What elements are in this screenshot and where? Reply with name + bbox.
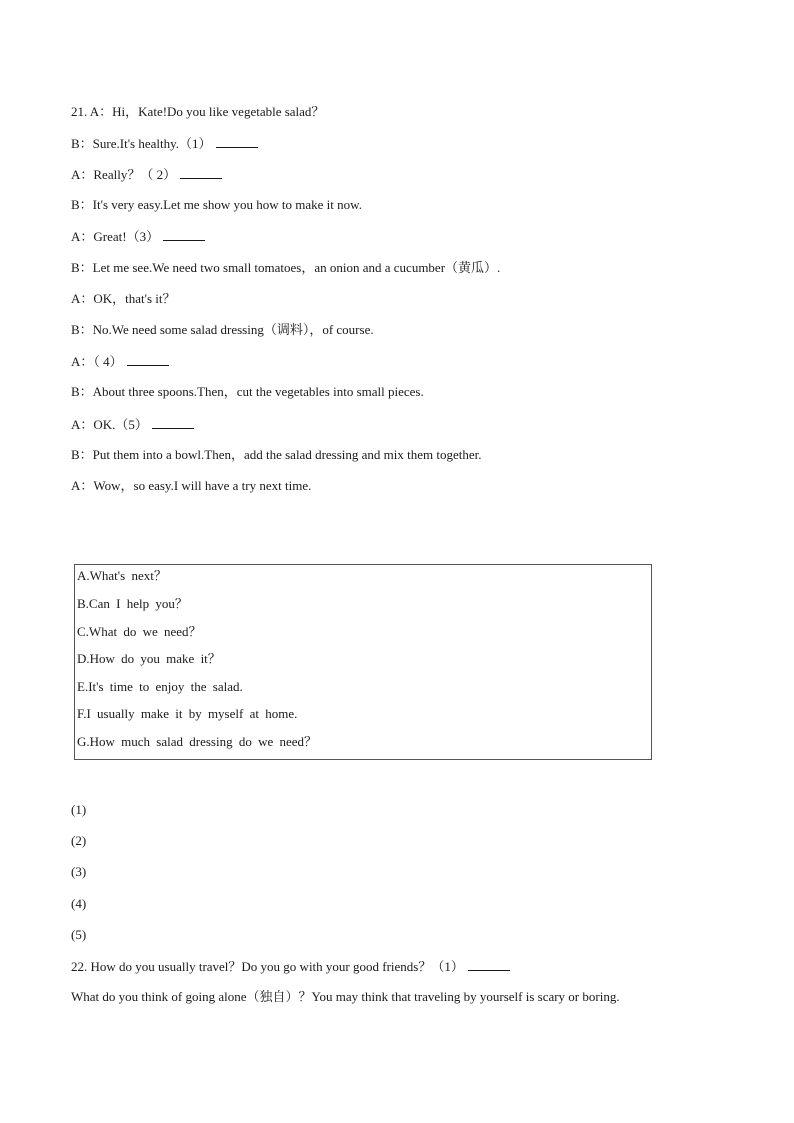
answer-blank[interactable] xyxy=(216,135,258,148)
q21-line xyxy=(71,384,424,400)
q22-line xyxy=(71,958,510,975)
q21-line xyxy=(71,197,362,213)
answer-label: (3) xyxy=(71,864,87,879)
answer-blank[interactable] xyxy=(152,416,194,429)
answer-blank[interactable] xyxy=(468,958,510,971)
dialogue-text: A：Great!（3） xyxy=(71,229,160,244)
question-text: 22. How do you usually travel？Do you go with your good friends？（1） xyxy=(71,959,464,974)
dialogue-text: B：Put them into a bowl.Then，add the salad dressing and mix them together. xyxy=(71,447,482,462)
q21-line xyxy=(71,228,205,245)
option-g: G.How much salad dressing do we need？ xyxy=(77,734,318,749)
answer-label: (2) xyxy=(71,833,87,848)
q21-line xyxy=(71,166,222,183)
dialogue-text: B：It's very easy.Let me show you how to make it now. xyxy=(71,197,362,212)
dialogue-text: A：OK.（5） xyxy=(71,417,148,432)
dialogue-text: A：OK，that's it？ xyxy=(71,291,176,306)
q21-line xyxy=(71,291,176,307)
q21-line xyxy=(71,104,324,120)
dialogue-text: A：Really？（ 2） xyxy=(71,167,177,182)
q21-line xyxy=(71,135,258,152)
q21-line xyxy=(71,260,500,276)
option-a: A.What's next？ xyxy=(77,568,167,583)
option-c: C.What do we need？ xyxy=(77,624,202,639)
q21-line xyxy=(71,322,374,338)
dialogue-text: B：Sure.It's healthy.（1） xyxy=(71,136,212,151)
q21-line xyxy=(71,447,482,463)
dialogue-text: B：No.We need some salad dressing（调料），of course. xyxy=(71,322,374,337)
q21-line xyxy=(71,478,311,494)
answer-label: (4) xyxy=(71,896,87,911)
dialogue-text: A：（ 4） xyxy=(71,354,123,369)
dialogue-text: B：Let me see.We need two small tomatoes，an onion and a cucumber（黄瓜）. xyxy=(71,260,501,275)
option-f: F.I usually make it by myself at home. xyxy=(77,706,298,721)
dialogue-text: B：About three spoons.Then，cut the vegetables into small pieces. xyxy=(71,384,424,399)
question-text: What do you think of going alone（独自）？You may think that traveling by yourself is scary or boring. xyxy=(71,989,620,1004)
answer-label: (1) xyxy=(71,802,87,817)
dialogue-text: A：Wow，so easy.I will have a try next time. xyxy=(71,478,312,493)
q21-line xyxy=(71,416,194,433)
q22-line xyxy=(71,989,620,1005)
answer-blank[interactable] xyxy=(163,228,205,241)
answer-blank[interactable] xyxy=(180,166,222,179)
q21-line xyxy=(71,353,169,370)
option-b: B.Can I help you？ xyxy=(77,596,188,611)
option-d: D.How do you make it？ xyxy=(77,651,221,666)
option-e: E.It's time to enjoy the salad. xyxy=(77,679,243,694)
options-box xyxy=(74,564,652,760)
answer-blank[interactable] xyxy=(127,353,169,366)
dialogue-text: 21. A：Hi，Kate!Do you like vegetable salad？ xyxy=(71,104,325,119)
answer-label: (5) xyxy=(71,927,87,942)
